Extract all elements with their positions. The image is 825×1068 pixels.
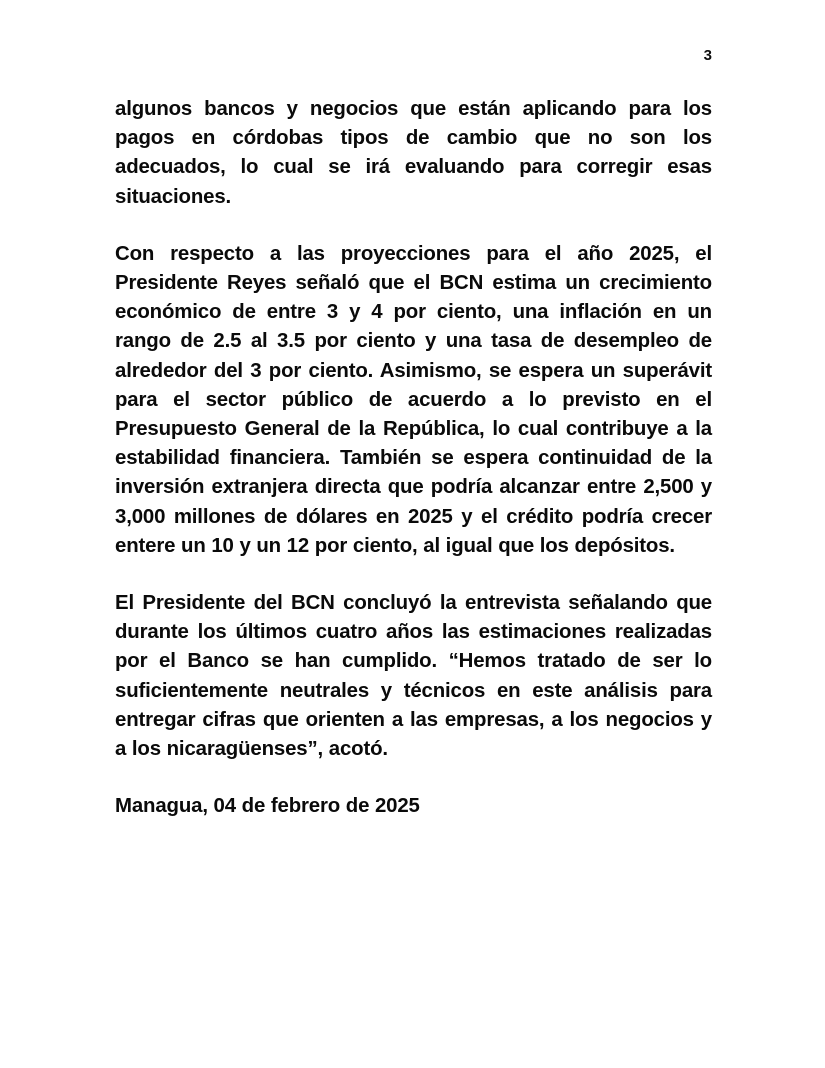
paragraph-1: algunos bancos y negocios que están aplicando para los pagos en córdobas tipos de cambio que no son los adecuados, lo cual se irá evaluando para corregir esas situaciones. <box>115 98 712 208</box>
dateline: Managua, 04 de febrero de 2025 <box>115 795 420 818</box>
document-body <box>115 95 712 821</box>
paragraph-3: El Presidente del BCN concluyó la entrevista señalando que durante los últimos cuatro años las estimaciones realizadas por el Banco se han cumplido. “Hemos tratado de ser lo suficientemente neutrales y técnicos en este análisis para entregar cifras que orienten a las empresas, a los negocios y a los nicaragüenses”, acotó. <box>115 592 712 761</box>
page-number: 3 <box>703 47 712 64</box>
paragraph-2: Con respecto a las proyecciones para el año 2025, el Presidente Reyes señaló que el BCN estima un crecimiento económico de entre 3 y 4 por ciento, una inflación en un rango de 2.5 al 3.5 por ciento y una tasa de desempleo de alrededor del 3 por ciento. Asimismo, se espera un superávit para el sector público de acuerdo a lo previsto en el Presupuesto General de la República, lo cual contribuye a la estabilidad financiera. También se espera continuidad de la inversión extranjera directa que podría alcanzar entre 2,500 y 3,000 millones de dólares en 2025 y el crédito podría crecer entere un 10 y un 12 por ciento, al igual que los depósitos. <box>115 242 712 557</box>
page-header <box>115 46 712 70</box>
